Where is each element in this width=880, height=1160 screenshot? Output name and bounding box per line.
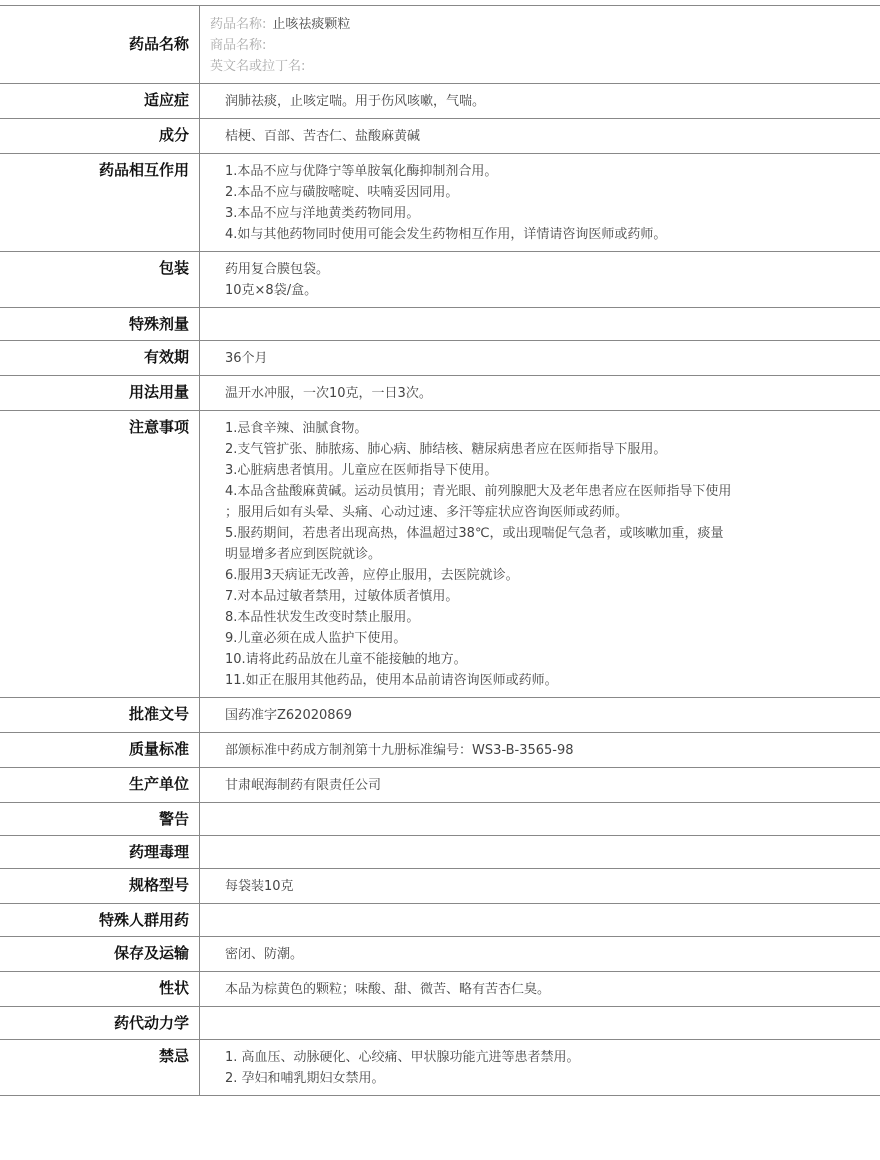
field-value-line: 5.服药期间，若患者出现高热，体温超过38℃，或出现喘促气急者，或咳嗽加重，痰量: [225, 526, 724, 541]
field-label: 规格型号: [0, 869, 200, 903]
field-value-line: ；服用后如有头晕、头痛、心动过速、多汗等症状应咨询医师或药师。: [225, 505, 629, 520]
english-name-label: 英文名或拉丁名:: [210, 59, 306, 74]
field-value: [200, 698, 880, 732]
field-value-line: 4.如与其他药物同时使用可能会发生药物相互作用，详情请咨询医师或药师。: [225, 227, 667, 242]
info-row: [0, 154, 880, 252]
generic-name-line: [210, 14, 870, 35]
field-value: [200, 836, 880, 868]
field-value-line: 1.忌食辛辣、油腻食物。: [225, 421, 368, 436]
trade-name-label: 商品名称:: [210, 38, 267, 53]
field-label: 成分: [0, 119, 200, 153]
field-value: [200, 341, 880, 375]
info-row: [0, 1007, 880, 1040]
field-value-line: 本品为棕黄色的颗粒；味酸、甜、微苦、略有苦杏仁臭。: [225, 982, 551, 997]
field-label: 用法用量: [0, 376, 200, 410]
field-value: [200, 376, 880, 410]
field-value-line: 36个月: [225, 351, 268, 366]
field-value-line: 国药准字Z62020869: [225, 708, 353, 723]
generic-name-text: 止咳祛痰颗粒: [272, 17, 351, 32]
field-value-line: 6.服用3天病证无改善，应停止服用，去医院就诊。: [225, 568, 519, 583]
field-value-line: 1. 高血压、动脉硬化、心绞痛、甲状腺功能亢进等患者禁用。: [225, 1050, 580, 1065]
field-value-line: 润肺祛痰，止咳定喘。用于伤风咳嗽，气喘。: [225, 94, 486, 109]
field-value: [200, 733, 880, 767]
info-row: [0, 733, 880, 768]
field-value-line: 甘肃岷海制药有限责任公司: [225, 778, 382, 793]
field-value-line: 1.本品不应与优降宁等单胺氧化酶抑制剂合用。: [225, 164, 498, 179]
field-value-line: 3.本品不应与洋地黄类药物同用。: [225, 206, 420, 221]
drug-info-table: [0, 5, 880, 1096]
info-row: [0, 698, 880, 733]
field-label: 特殊人群用药: [0, 904, 200, 936]
field-label: 保存及运输: [0, 937, 200, 971]
field-value-line: 2.支气管扩张、肺脓疡、肺心病、肺结核、糖尿病患者应在医师指导下服用。: [225, 442, 667, 457]
field-value-line: 10克×8袋/盒。: [225, 283, 318, 298]
field-label: 警告: [0, 803, 200, 835]
field-label: 性状: [0, 972, 200, 1006]
field-value-line: 10.请将此药品放在儿童不能接触的地方。: [225, 652, 467, 667]
field-value-line: 每袋装10克: [225, 879, 294, 894]
field-label: 药代动力学: [0, 1007, 200, 1039]
field-label: 有效期: [0, 341, 200, 375]
field-value: [200, 904, 880, 936]
field-value: [200, 252, 880, 307]
field-value-line: 11.如正在服用其他药品，使用本品前请咨询医师或药师。: [225, 673, 558, 688]
field-label: 质量标准: [0, 733, 200, 767]
field-label: 禁忌: [0, 1040, 200, 1095]
field-label: 药理毒理: [0, 836, 200, 868]
field-value-line: 3.心脏病患者慎用。儿童应在医师指导下使用。: [225, 463, 498, 478]
field-value-line: 8.本品性状发生改变时禁止服用。: [225, 610, 420, 625]
field-label: 药品相互作用: [0, 154, 200, 251]
field-value: [200, 972, 880, 1006]
field-value: [200, 1007, 880, 1039]
field-value-line: 部颁标准中药成方制剂第十九册标准编号：WS3-B-3565-98: [225, 743, 574, 758]
drug-name-row: [0, 6, 880, 84]
drug-name-value: [200, 6, 880, 83]
info-row: [0, 119, 880, 154]
field-label: 批准文号: [0, 698, 200, 732]
info-row: [0, 341, 880, 376]
field-value: [200, 84, 880, 118]
field-label: 包装: [0, 252, 200, 307]
info-row: [0, 803, 880, 836]
field-value-line: 明显增多者应到医院就诊。: [225, 547, 382, 562]
field-value-line: 7.对本品过敏者禁用，过敏体质者慎用。: [225, 589, 459, 604]
info-row: [0, 972, 880, 1007]
field-value-line: 温开水冲服，一次10克，一日3次。: [225, 386, 432, 401]
info-row: [0, 252, 880, 308]
field-label: 注意事项: [0, 411, 200, 697]
field-value-line: 2.本品不应与磺胺嘧啶、呋喃妥因同用。: [225, 185, 459, 200]
info-row: [0, 84, 880, 119]
field-value: [200, 119, 880, 153]
field-value: [200, 154, 880, 251]
field-value: [200, 308, 880, 340]
info-row: [0, 1040, 880, 1096]
drug-name-label: 药品名称: [0, 6, 200, 83]
info-row: [0, 308, 880, 341]
field-value-line: 4.本品含盐酸麻黄碱。运动员慎用；青光眼、前列腺肥大及老年患者应在医师指导下使用: [225, 484, 732, 499]
field-label: 适应症: [0, 84, 200, 118]
field-label: 特殊剂量: [0, 308, 200, 340]
english-name-line: [210, 56, 870, 77]
field-value-line: 2. 孕妇和哺乳期妇女禁用。: [225, 1071, 385, 1086]
info-row: [0, 768, 880, 803]
info-row: [0, 904, 880, 937]
field-value: [200, 937, 880, 971]
info-row: [0, 869, 880, 904]
field-value-line: 药用复合膜包袋。: [225, 262, 330, 277]
field-value-line: 9.儿童必须在成人监护下使用。: [225, 631, 407, 646]
info-row: [0, 411, 880, 698]
generic-name-label: 药品名称:: [210, 17, 267, 32]
info-row: [0, 376, 880, 411]
field-value: [200, 1040, 880, 1095]
field-label: 生产单位: [0, 768, 200, 802]
info-row: [0, 836, 880, 869]
field-value: [200, 803, 880, 835]
field-value: [200, 768, 880, 802]
trade-name-line: [210, 35, 870, 56]
info-rows: [0, 84, 880, 1096]
field-value: [200, 869, 880, 903]
info-row: [0, 937, 880, 972]
field-value: [200, 411, 880, 697]
field-value-line: 桔梗、百部、苦杏仁、盐酸麻黄碱: [225, 129, 421, 144]
field-value-line: 密闭、防潮。: [225, 947, 304, 962]
